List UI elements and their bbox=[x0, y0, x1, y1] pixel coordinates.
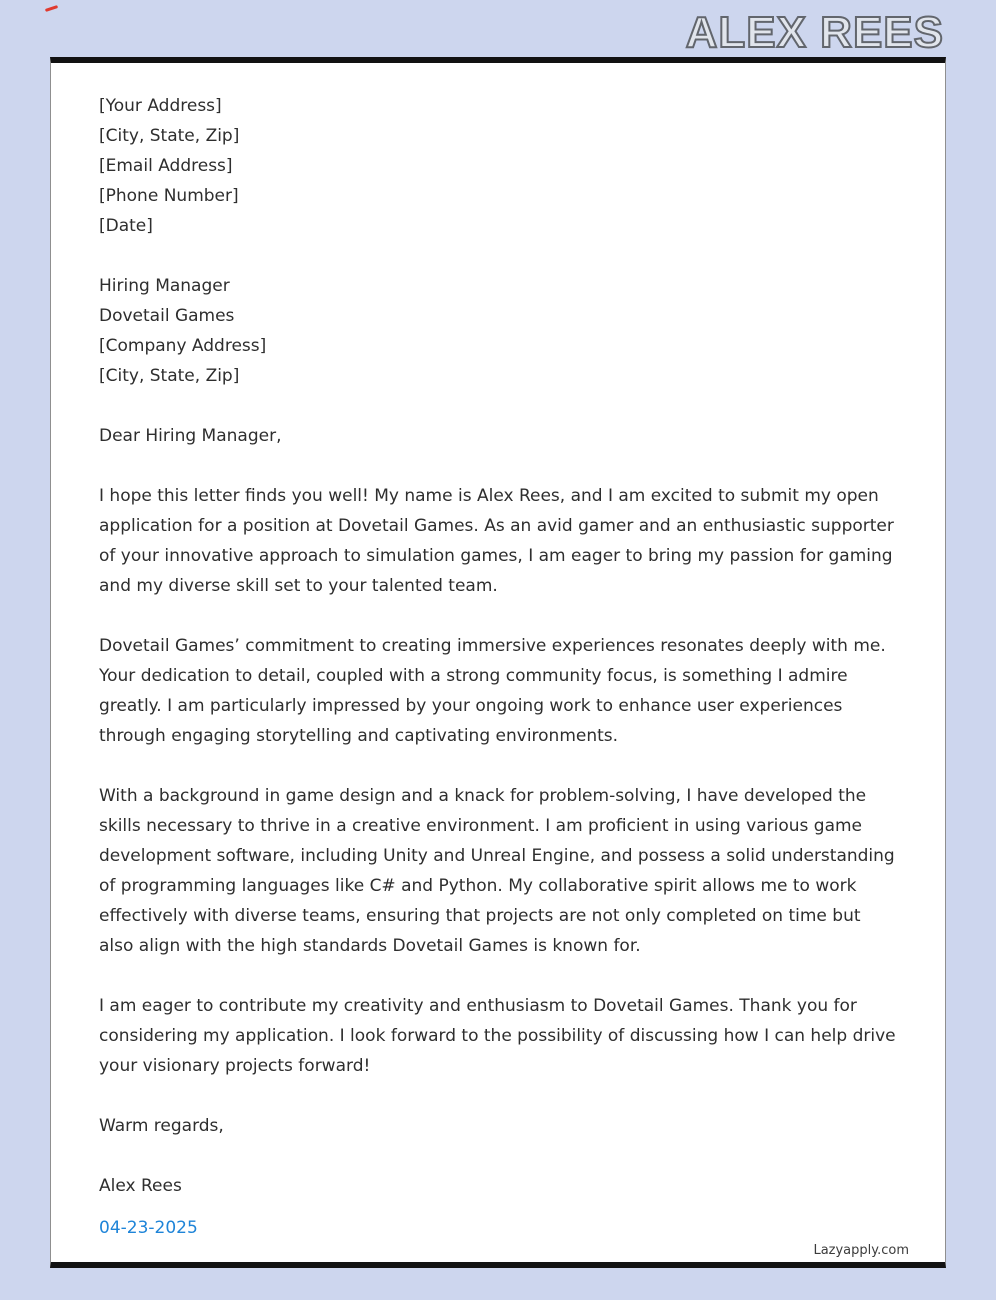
letter-document bbox=[50, 57, 946, 1268]
salutation: Dear Hiring Manager, bbox=[99, 426, 282, 446]
paragraph-skills: With a background in game design and a knack for problem-solving, I have developed the skills necessary to thrive in a creative environment. I am proficient in using various game development software, including Unity and Unreal Engine, and possess a solid understanding of programming languages like C# and Python. My collaborative spirit allows me to work effectively with diverse teams, ensuring that projects are not only completed on time but also align with the high standards Dovetail Games is known for. bbox=[99, 786, 895, 956]
sender-city-line: [City, State, Zip] bbox=[99, 126, 240, 146]
date-link[interactable]: 04-23-2025 bbox=[99, 1218, 198, 1238]
closing-line: Warm regards, bbox=[99, 1116, 224, 1136]
signature-name: Alex Rees bbox=[99, 1176, 182, 1196]
sender-address-line: [Your Address] bbox=[99, 96, 222, 116]
recipient-block bbox=[99, 271, 897, 391]
date-row bbox=[99, 1201, 897, 1243]
sender-block bbox=[99, 91, 897, 241]
recipient-title-line: Hiring Manager bbox=[99, 276, 230, 296]
recipient-city-line: [City, State, Zip] bbox=[99, 366, 240, 386]
paragraph-company-fit: Dovetail Games’ commitment to creating immersive experiences resonates deeply with me. Your dedication to detail, coupled with a strong community focus, is something I admire greatly. I am particularly impressed by your ongoing work to enhance user experiences through engaging storytelling and captivating environments. bbox=[99, 636, 886, 746]
letter-body bbox=[51, 63, 945, 1243]
recipient-address-line: [Company Address] bbox=[99, 336, 267, 356]
footer-branding: Lazyapply.com bbox=[813, 1243, 909, 1258]
letter-header bbox=[50, 0, 946, 57]
recipient-company-line: Dovetail Games bbox=[99, 306, 235, 326]
header-name: ALEX REES bbox=[685, 8, 944, 57]
sender-phone-line: [Phone Number] bbox=[99, 186, 239, 206]
paragraph-closing-ask: I am eager to contribute my creativity and enthusiasm to Dovetail Games. Thank you for considering my application. I look forward to the possibility of discussing how I can help drive your visionary projects forward! bbox=[99, 996, 896, 1076]
sender-email-line: [Email Address] bbox=[99, 156, 233, 176]
sender-date-line: [Date] bbox=[99, 216, 153, 236]
paragraph-intro: I hope this letter finds you well! My name is Alex Rees, and I am excited to submit my open application for a position at Dovetail Games. As an avid gamer and an enthusiastic supporter of your innovative approach to simulation games, I am eager to bring my passion for gaming and my diverse skill set to your talented team. bbox=[99, 486, 894, 596]
